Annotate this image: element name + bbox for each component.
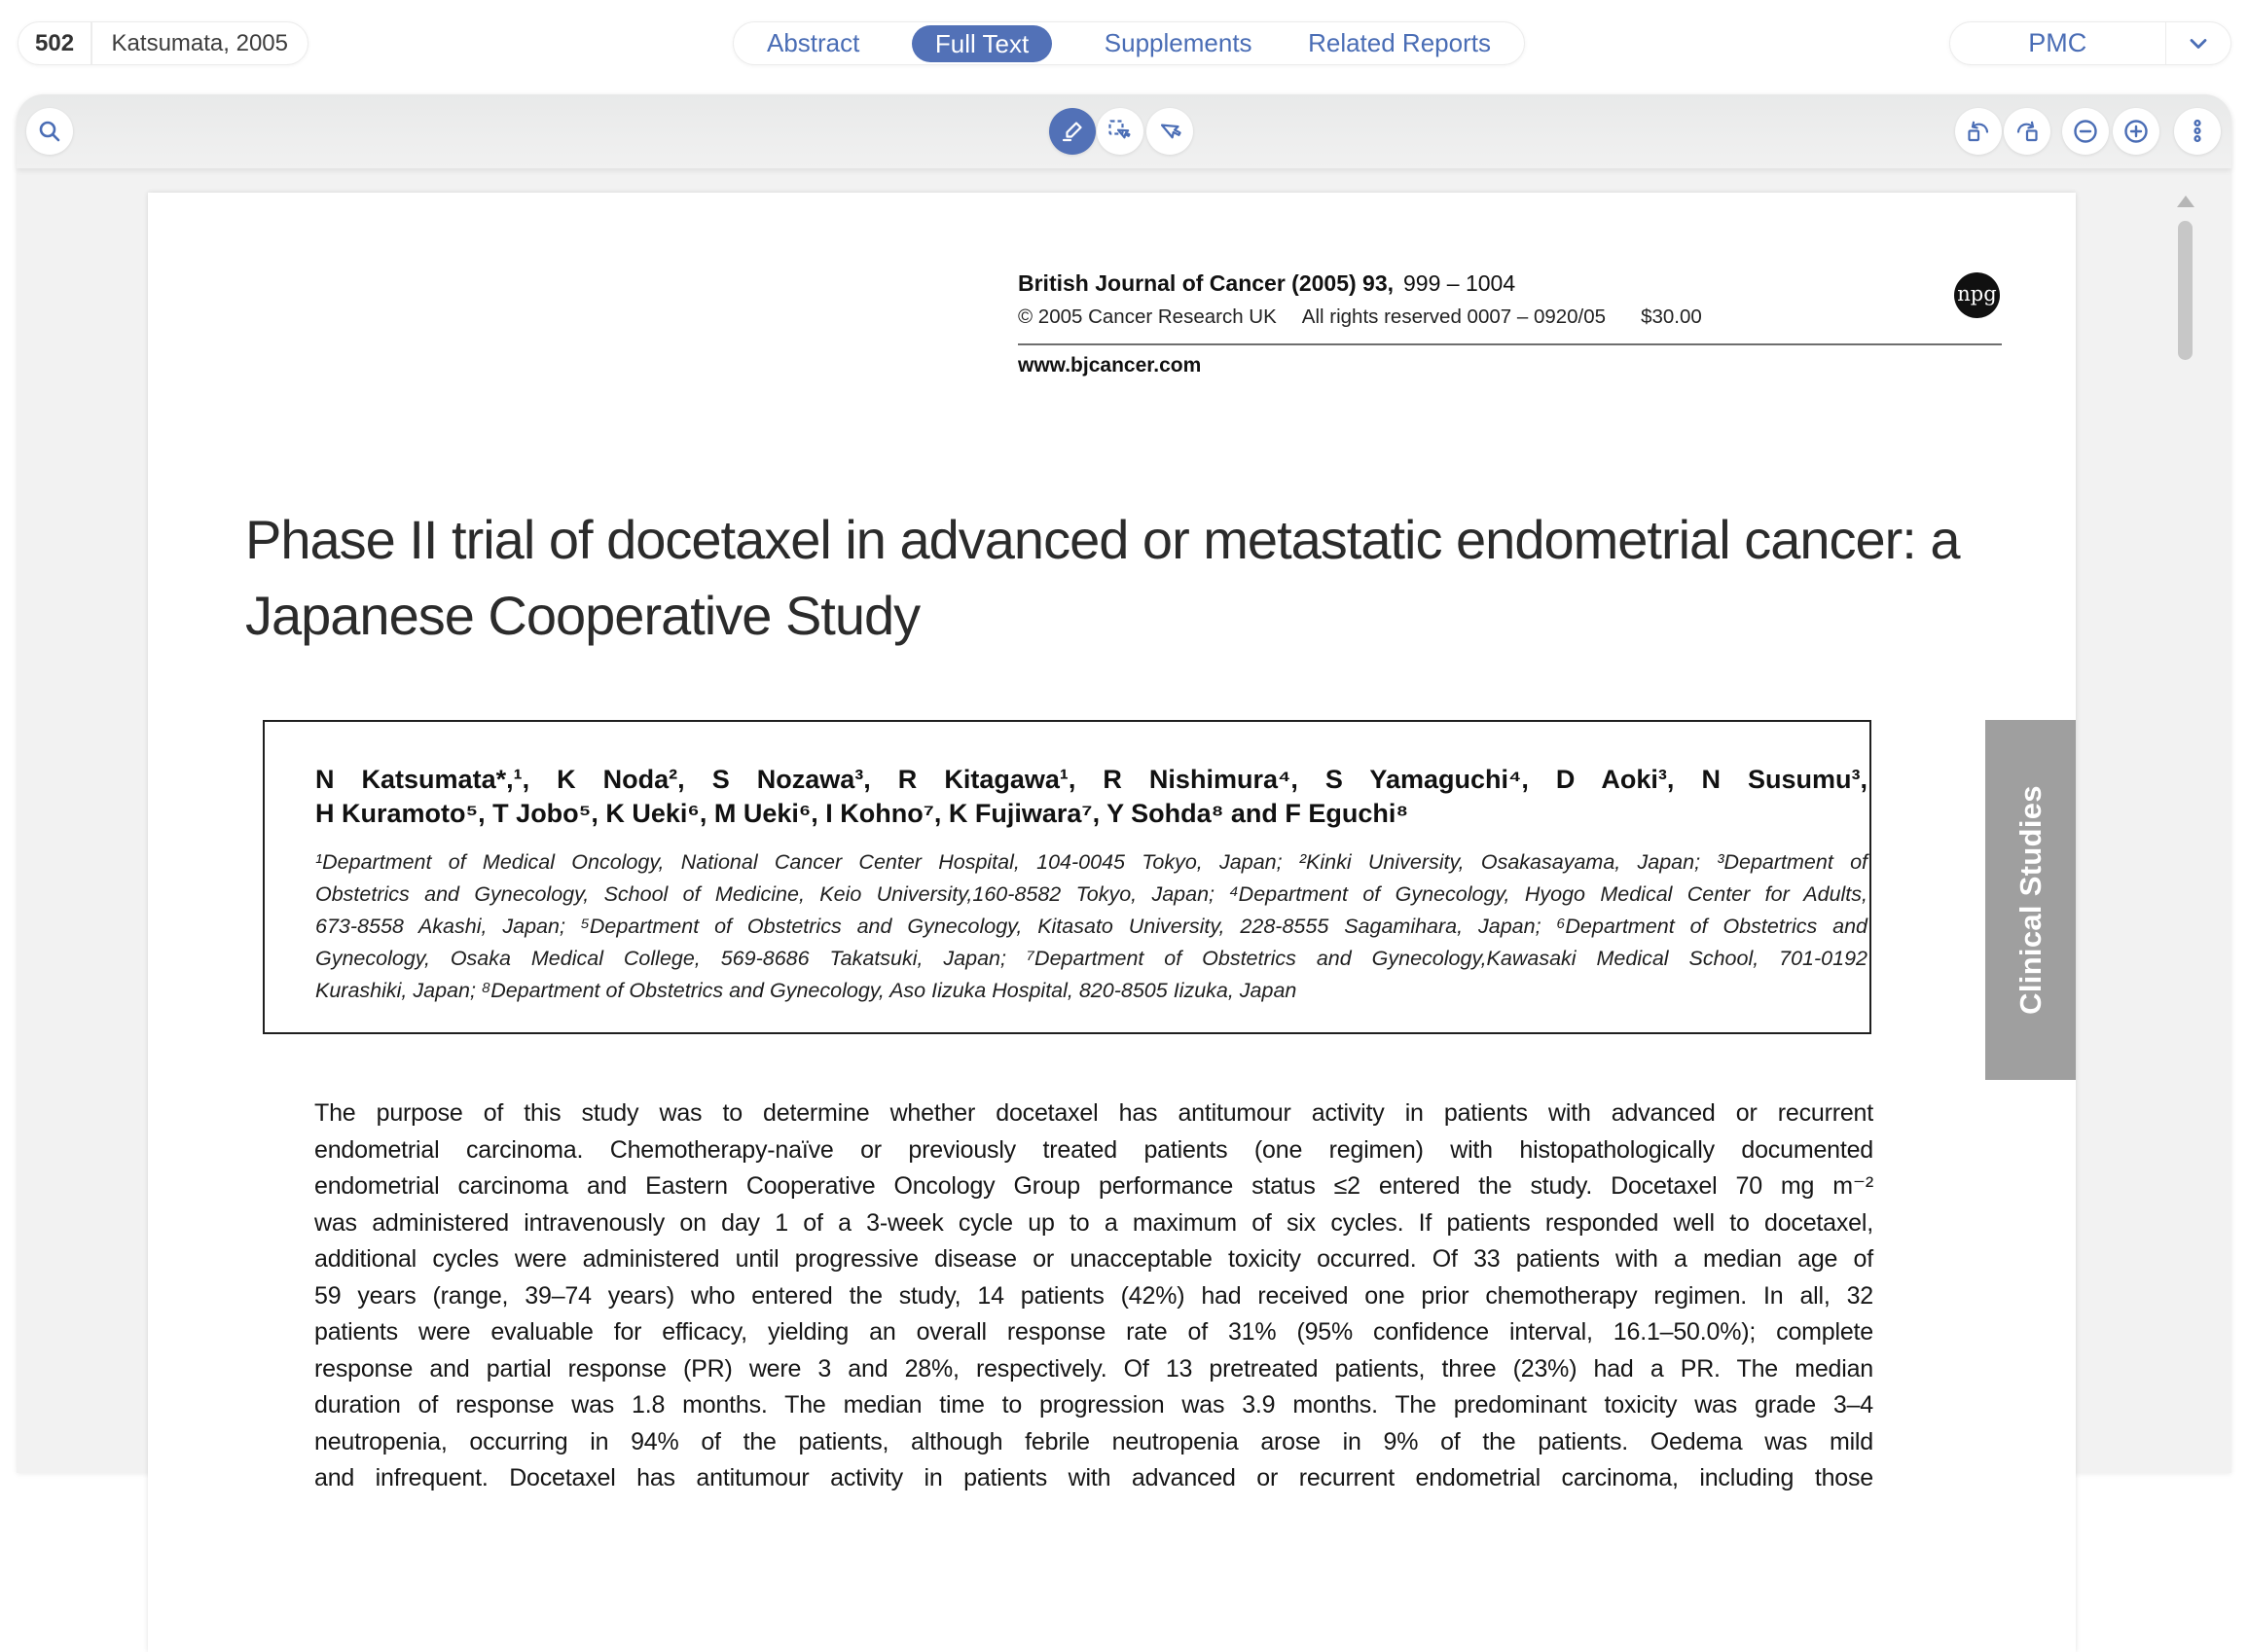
journal-name: British Journal of Cancer (2005) 93, xyxy=(1018,270,1395,296)
source-value: PMC xyxy=(2028,28,2087,57)
more-options-button[interactable] xyxy=(2174,108,2221,155)
journal-website: www.bjcancer.com xyxy=(1018,354,1202,377)
tab-supplements[interactable]: Supplements xyxy=(1101,28,1256,58)
scroll-up-arrow[interactable] xyxy=(2177,196,2194,207)
tab-full-text[interactable]: Full Text xyxy=(912,25,1052,62)
abstract-line: neutropenia, occurring in 94% of the patients, although febrile neutropenia arose in 9% of the patients. Oedema was mild xyxy=(314,1427,1873,1455)
zoom-out-icon xyxy=(2071,117,2100,146)
journal-pages: 999 – 1004 xyxy=(1403,270,1516,296)
author-line: N Katsumata*,¹, K Noda², S Nozawa³, R Kitagawa¹, R Nishimura⁴, S Yamaguchi⁴, D Aoki³, N Susumu³, xyxy=(315,765,1867,794)
abstract-line: endometrial carcinoma and Eastern Cooperative Oncology Group performance status ≤2 entered the study. Docetaxel 70 mg m⁻² xyxy=(314,1172,1873,1200)
abstract-line: duration of response was 1.8 months. The median time to progression was 3.9 months. The predominant toxicity was grade 3–4 xyxy=(314,1391,1873,1419)
search-icon xyxy=(36,118,63,145)
zoom-in-button[interactable] xyxy=(2113,108,2159,155)
abstract-line: response and partial response (PR) were 3 and 28%, respectively. Of 13 pretreated patients, three (23%) had a PR. The median xyxy=(314,1354,1873,1383)
cursor-icon xyxy=(1156,118,1183,145)
highlighter-icon xyxy=(1059,118,1086,145)
affiliation-line: Gynecology, Osaka Medical College, 569-8686 Takatsuki, Japan; ⁷Department of Obstetrics and Gynecology,Kawasaki Medical School, 701-0192 xyxy=(315,947,1867,970)
highlight-tool-button[interactable] xyxy=(1049,108,1096,155)
price-text: $30.00 xyxy=(1641,305,1702,328)
area-select-icon xyxy=(1106,118,1134,145)
section-tab-clinical-studies xyxy=(1985,720,2076,1080)
viewer-toolbar xyxy=(17,94,2231,168)
abstract-line: 59 years (range, 39–74 years) who entered the study, 14 patients (42%) had received one prior chemotherapy regimen. In all, 32 xyxy=(314,1281,1873,1310)
author-line: H Kuramoto⁵, T Jobo⁵, K Ueki⁶, M Ueki⁶, I Kohno⁷, K Fujiwara⁷, Y Sohda⁸ and F Eguchi⁸ xyxy=(315,799,1409,828)
abstract-line: was administered intravenously on day 1 of a 3-week cycle up to a maximum of six cycles. If patients responded well to docetaxel, xyxy=(314,1208,1873,1237)
abstract-line: endometrial carcinoma. Chemotherapy-naïve or previously treated patients (one regimen) with histopathologically documented xyxy=(314,1135,1873,1164)
rotate-left-button[interactable] xyxy=(1955,108,2002,155)
scrollbar-thumb[interactable] xyxy=(2178,221,2193,360)
affiliation-line: 673-8558 Akashi, Japan; ⁵Department of Obstetrics and Gynecology, Kitasato University, 228-8555 Sagamihara, Japan; ⁶Department of Obstetrics and xyxy=(315,915,1867,938)
rights-text: All rights reserved 0007 – 0920/05 xyxy=(1301,305,1607,328)
affiliation-line: ¹Department of Medical Oncology, National Cancer Center Hospital, 104-0045 Tokyo, Japan; ²Kinki University, Osakasayama, Japan; ³Department of xyxy=(315,850,1867,874)
section-tab-label: Clinical Studies xyxy=(2012,785,2048,1015)
zoom-out-button[interactable] xyxy=(2062,108,2109,155)
affiliations xyxy=(315,846,1867,1007)
journal-copyright-line xyxy=(1018,305,2002,329)
journal-title-line xyxy=(1018,270,2002,297)
abstract-line: and infrequent. Docetaxel has antitumour activity in patients with advanced or recurrent endometrial carcinoma, including those xyxy=(314,1464,1873,1491)
npg-publisher-logo xyxy=(1954,272,2000,318)
tab-related-reports[interactable]: Related Reports xyxy=(1304,28,1495,58)
journal-header xyxy=(1018,270,2002,377)
author-list xyxy=(315,763,1867,831)
view-tabs xyxy=(733,21,1525,65)
zoom-in-icon xyxy=(2121,117,2151,146)
document-page xyxy=(148,193,2076,1652)
rotate-left-icon xyxy=(1965,118,1992,145)
tab-abstract[interactable]: Abstract xyxy=(763,28,863,58)
search-button[interactable] xyxy=(26,108,73,155)
cursor-tool-button[interactable] xyxy=(1146,108,1193,155)
chevron-down-icon xyxy=(2166,28,2230,59)
copyright-text: © 2005 Cancer Research UK xyxy=(1018,305,1277,328)
affiliation-line: Obstetrics and Gynecology, School of Medicine, Keio University,160-8582 Tokyo, Japan; ⁴Department of Gynecology, Hyogo Medical Center for Adults, xyxy=(315,882,1867,906)
source-selector[interactable] xyxy=(1949,21,2231,65)
kebab-menu-icon xyxy=(2184,118,2211,145)
rotate-right-icon xyxy=(2013,118,2041,145)
reference-label: Katsumata, 2005 xyxy=(111,29,288,56)
abstract-line: additional cycles were administered until progressive disease or unacceptable toxicity occurred. Of 33 patients with a median age of xyxy=(314,1245,1873,1273)
abstract-text xyxy=(314,1095,1873,1497)
author-box xyxy=(263,720,1871,1034)
affiliation-line: Kurashiki, Japan; ⁸Department of Obstetrics and Gynecology, Aso Iizuka Hospital, 820-8505 Iizuka, Japan xyxy=(315,979,1297,1002)
npg-logo-text: npg xyxy=(1957,282,1997,305)
viewer-content xyxy=(17,168,2231,1491)
rotate-right-button[interactable] xyxy=(2004,108,2050,155)
header-rule xyxy=(1018,343,2002,345)
paper-title: Phase II trial of docetaxel in advanced or metastatic endometrial cancer: a Japanese Cooperative Study xyxy=(245,509,1960,646)
abstract-line: The purpose of this study was to determine whether docetaxel has antitumour activity in patients with advanced or recurrent xyxy=(314,1099,1873,1127)
abstract-line: patients were evaluable for efficacy, yielding an overall response rate of 31% (95% confidence interval, 16.1–50.0%); complete xyxy=(314,1318,1873,1346)
pdf-viewer xyxy=(17,94,2231,1491)
reference-pill[interactable] xyxy=(18,21,308,65)
reference-number: 502 xyxy=(35,29,75,56)
area-select-tool-button[interactable] xyxy=(1097,108,1143,155)
